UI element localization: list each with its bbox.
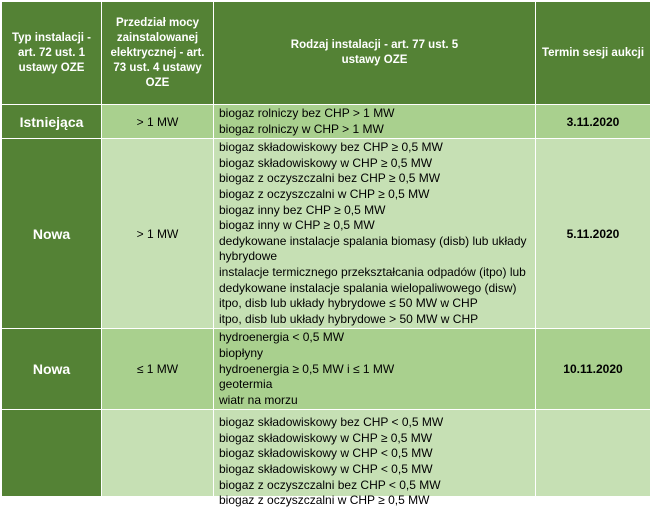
installation-kind-cell: [214, 139, 536, 329]
kind-line: dedykowane instalacje spalania wielopaliwowego (disw): [219, 280, 517, 295]
table-row: [2, 329, 651, 410]
kind-line: biogaz rolniczy w CHP > 1 MW: [219, 121, 384, 136]
table-row: [2, 410, 651, 497]
session-date-cell: 3.11.2020: [536, 105, 651, 139]
kind-line: biogaz składowiskowy w CHP < 0,5 MW: [219, 446, 433, 461]
kind-line: itpo, disb lub układy hybrydowe > 50 MW w CHP: [219, 311, 479, 326]
power-range-cell: [102, 410, 214, 497]
header-installation-type: Typ instalacji - art. 72 ust. 1 ustawy OZE: [2, 2, 102, 105]
power-range-cell: > 1 MW: [102, 139, 214, 329]
kind-line: biogaz z oczyszczalni w CHP ≥ 0,5 MW: [219, 186, 430, 201]
installation-kind-cell: [214, 105, 536, 139]
kind-line: biogaz inny w CHP ≥ 0,5 MW: [219, 218, 375, 233]
kind-line: biogaz z oczyszczalni bez CHP ≥ 0,5 MW: [219, 171, 441, 186]
kind-line: biogaz składowiskowy w CHP < 0,5 MW: [219, 462, 433, 477]
kind-line: biogaz składowiskowy bez CHP ≥ 0,5 MW: [219, 140, 443, 155]
installation-kind-cell: [214, 329, 536, 410]
session-date-cell: 5.11.2020: [536, 139, 651, 329]
session-date-cell: 10.11.2020: [536, 329, 651, 410]
power-range-cell: > 1 MW: [102, 105, 214, 139]
kind-line: biogaz składowiskowy w CHP ≥ 0,5 MW: [219, 430, 433, 445]
auction-schedule-table: [1, 1, 651, 508]
installation-kind-cell: [214, 410, 536, 508]
header-session-date: Termin sesji aukcji: [536, 2, 651, 105]
kind-line: biogaz z oczyszczalni w CHP ≥ 0,5 MW: [219, 493, 430, 508]
kind-line: biogaz z oczyszczalni bez CHP < 0,5 MW: [219, 477, 441, 492]
kind-line: geotermia: [219, 377, 273, 392]
table-row: [2, 105, 651, 139]
table-header-row: [2, 2, 651, 105]
kind-line: wiatr na morzu: [219, 392, 298, 407]
kind-line: itpo, disb lub układy hybrydowe ≤ 50 MW w CHP: [219, 296, 478, 311]
installation-type-cell: [2, 410, 102, 497]
kind-line: hybrydowe: [219, 249, 278, 264]
kind-line: biogaz składowiskowy bez CHP < 0,5 MW: [219, 415, 444, 430]
kind-line: biogaz rolniczy bez CHP > 1 MW: [219, 106, 395, 120]
kind-line: biopłyny: [219, 345, 264, 360]
installation-type-cell: Nowa: [2, 329, 102, 410]
table-row: [2, 139, 651, 329]
kind-line: biogaz składowiskowy w CHP ≥ 0,5 MW: [219, 155, 433, 170]
session-date-cell: [536, 410, 651, 497]
installation-type-cell: Nowa: [2, 139, 102, 329]
header-installation-kind: Rodzaj instalacji - art. 77 ust. 5 ustawy OZE: [214, 2, 536, 105]
kind-line: instalacje termicznego przekształcania odpadów (itpo) lub: [219, 264, 526, 279]
header-power-range: Przedział mocy zainstalowanej elektrycznej - art. 73 ust. 4 ustawy OZE: [102, 2, 214, 105]
power-range-cell: ≤ 1 MW: [102, 329, 214, 410]
kind-line: biogaz inny bez CHP ≥ 0,5 MW: [219, 202, 386, 217]
kind-line: hydroenergia ≥ 0,5 MW i ≤ 1 MW: [219, 361, 395, 376]
installation-type-cell: Istniejąca: [2, 105, 102, 139]
kind-line: dedykowane instalacje spalania biomasy (disb) lub układy: [219, 233, 527, 248]
kind-line: hydroenergia < 0,5 MW: [219, 330, 345, 345]
